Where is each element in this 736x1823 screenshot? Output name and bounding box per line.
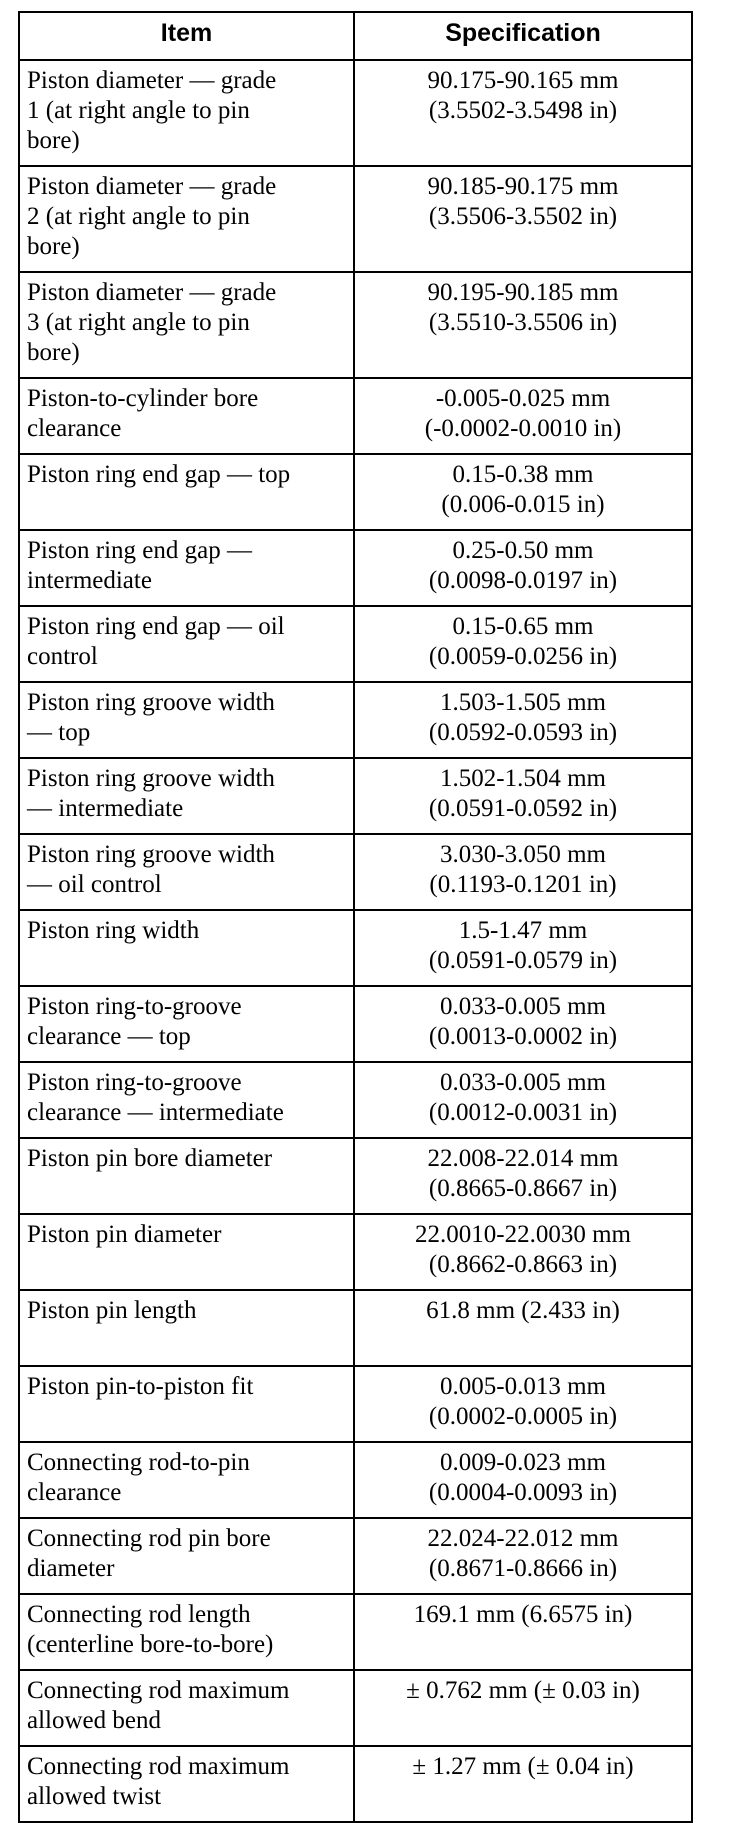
table-row [19, 166, 692, 272]
spec-line: 0.005-0.013 mm [440, 1373, 606, 1400]
item-cell [19, 1366, 354, 1442]
spec-cell [354, 606, 692, 682]
spec-cell [354, 910, 692, 986]
item-line: Piston ring groove width [27, 841, 275, 868]
spec-line: 22.0010-22.0030 mm [415, 1221, 631, 1248]
item-line: clearance [27, 415, 122, 442]
spec-cell [354, 1062, 692, 1138]
spec-cell [354, 454, 692, 530]
item-line: Connecting rod pin bore [27, 1525, 271, 1552]
item-line: (centerline bore-to-bore) [27, 1631, 274, 1658]
spec-line: 0.15-0.38 mm [452, 461, 594, 488]
table-row [19, 1366, 692, 1442]
spec-line: 61.8 mm (2.433 in) [426, 1297, 620, 1324]
spec-line: (0.1193-0.1201 in) [429, 871, 617, 898]
spec-cell [354, 378, 692, 454]
spec-line: 90.175-90.165 mm [427, 67, 619, 94]
item-line: Piston diameter — grade [27, 279, 277, 306]
item-cell [19, 378, 354, 454]
table-row [19, 1214, 692, 1290]
item-line: clearance — intermediate [27, 1099, 284, 1126]
table-body [19, 60, 692, 1822]
spec-cell [354, 1746, 692, 1822]
item-line: Piston-to-cylinder bore [27, 385, 259, 412]
table-row [19, 682, 692, 758]
item-cell [19, 758, 354, 834]
item-line: Piston pin length [27, 1297, 197, 1324]
spec-cell [354, 986, 692, 1062]
spec-line: ± 1.27 mm (± 0.04 in) [412, 1753, 634, 1780]
item-cell [19, 1746, 354, 1822]
table-row [19, 454, 692, 530]
spec-line: (0.0592-0.0593 in) [428, 719, 618, 746]
spec-line: (0.0013-0.0002 in) [428, 1023, 618, 1050]
table-row [19, 1442, 692, 1518]
item-line: Piston pin diameter [27, 1221, 222, 1248]
spec-cell [354, 834, 692, 910]
item-line: 3 (at right angle to pin [27, 309, 250, 336]
item-line: clearance — top [27, 1023, 191, 1050]
item-cell [19, 606, 354, 682]
spec-cell [354, 1138, 692, 1214]
table-row [19, 834, 692, 910]
spec-cell [354, 1594, 692, 1670]
spec-cell [354, 1214, 692, 1290]
table-row [19, 60, 692, 166]
item-line: bore) [27, 339, 80, 366]
spec-cell [354, 1442, 692, 1518]
spec-line: (0.0059-0.0256 in) [428, 643, 618, 670]
item-line: Piston pin bore diameter [27, 1145, 273, 1172]
item-line: Connecting rod-to-pin [27, 1449, 250, 1476]
spec-line: (0.0012-0.0031 in) [428, 1099, 618, 1126]
table-header-row [19, 12, 692, 60]
spec-line: (0.8665-0.8667 in) [428, 1175, 618, 1202]
item-cell [19, 1670, 354, 1746]
item-cell [19, 986, 354, 1062]
spec-line: 22.024-22.012 mm [427, 1525, 619, 1552]
spec-line: (3.5506-3.5502 in) [428, 203, 618, 230]
item-cell [19, 1062, 354, 1138]
spec-line: (0.8671-0.8666 in) [428, 1555, 618, 1582]
header-specification: Specification [354, 12, 692, 60]
item-cell [19, 272, 354, 378]
table-row [19, 378, 692, 454]
item-line: — top [27, 719, 91, 746]
spec-line: 1.5-1.47 mm [458, 917, 588, 944]
spec-line: (3.5510-3.5506 in) [428, 309, 618, 336]
item-line: allowed twist [27, 1783, 162, 1810]
spec-line: 1.502-1.504 mm [440, 765, 606, 792]
spec-line: 0.25-0.50 mm [452, 537, 594, 564]
item-line: 1 (at right angle to pin [27, 97, 250, 124]
item-line: clearance [27, 1479, 122, 1506]
spec-line: 1.503-1.505 mm [440, 689, 606, 716]
item-line: Piston ring-to-groove [27, 1069, 242, 1096]
item-cell [19, 1518, 354, 1594]
table-row [19, 910, 692, 986]
item-cell [19, 910, 354, 986]
item-line: diameter [27, 1555, 115, 1582]
item-line: Piston ring groove width [27, 689, 275, 716]
item-cell [19, 60, 354, 166]
spec-line: (3.5502-3.5498 in) [428, 97, 618, 124]
spec-line: (-0.0002-0.0010 in) [424, 415, 622, 442]
table-row [19, 1062, 692, 1138]
table-row [19, 1518, 692, 1594]
table-row [19, 606, 692, 682]
spec-cell [354, 1366, 692, 1442]
item-line: Connecting rod maximum [27, 1753, 290, 1780]
spec-cell [354, 272, 692, 378]
item-cell [19, 682, 354, 758]
item-line: Connecting rod length [27, 1601, 251, 1628]
spec-line: (0.0004-0.0093 in) [428, 1479, 618, 1506]
item-cell [19, 1138, 354, 1214]
spec-line: 22.008-22.014 mm [427, 1145, 619, 1172]
spec-line: 0.033-0.005 mm [440, 993, 606, 1020]
spec-cell [354, 1518, 692, 1594]
spec-line: 0.033-0.005 mm [440, 1069, 606, 1096]
item-cell [19, 530, 354, 606]
spec-line: 3.030-3.050 mm [440, 841, 606, 868]
item-line: Piston ring end gap — top [27, 461, 291, 488]
table-row [19, 1746, 692, 1822]
item-line: bore) [27, 233, 80, 260]
spec-line: 0.009-0.023 mm [440, 1449, 606, 1476]
item-line: allowed bend [27, 1707, 161, 1734]
spec-cell [354, 758, 692, 834]
item-line: bore) [27, 127, 80, 154]
spec-line: (0.0098-0.0197 in) [428, 567, 618, 594]
item-line: Piston ring-to-groove [27, 993, 242, 1020]
table-row [19, 272, 692, 378]
item-line: — intermediate [27, 795, 184, 822]
item-line: Piston pin-to-piston fit [27, 1373, 254, 1400]
item-line: 2 (at right angle to pin [27, 203, 250, 230]
spec-line: 90.185-90.175 mm [427, 173, 619, 200]
spec-line: (0.0591-0.0579 in) [428, 947, 618, 974]
item-cell [19, 834, 354, 910]
spec-cell [354, 60, 692, 166]
spec-line: (0.006-0.015 in) [441, 491, 605, 518]
spec-line: -0.005-0.025 mm [435, 385, 611, 412]
item-line: Piston diameter — grade [27, 173, 277, 200]
spec-cell [354, 682, 692, 758]
item-cell [19, 1442, 354, 1518]
item-cell [19, 166, 354, 272]
spec-cell [354, 1670, 692, 1746]
specification-table [18, 11, 693, 1823]
item-line: intermediate [27, 567, 152, 594]
item-line: Piston ring groove width [27, 765, 275, 792]
item-cell [19, 1214, 354, 1290]
item-line: control [27, 643, 98, 670]
header-item: Item [19, 12, 354, 60]
spec-line: (0.0591-0.0592 in) [428, 795, 618, 822]
item-line: Connecting rod maximum [27, 1677, 290, 1704]
spec-line: (0.8662-0.8663 in) [428, 1251, 618, 1278]
spec-cell [354, 530, 692, 606]
spec-line: (0.0002-0.0005 in) [428, 1403, 618, 1430]
table-row [19, 1670, 692, 1746]
table-row [19, 986, 692, 1062]
item-line: Piston ring end gap — oil [27, 613, 285, 640]
item-cell [19, 1594, 354, 1670]
item-line: Piston diameter — grade [27, 67, 277, 94]
spec-line: 169.1 mm (6.6575 in) [413, 1601, 633, 1628]
item-cell [19, 1290, 354, 1366]
item-line: Piston ring width [27, 917, 200, 944]
table-row [19, 1594, 692, 1670]
table-row [19, 1138, 692, 1214]
item-cell [19, 454, 354, 530]
spec-cell [354, 166, 692, 272]
spec-line: ± 0.762 mm (± 0.03 in) [406, 1677, 640, 1704]
table-row [19, 758, 692, 834]
table-row [19, 1290, 692, 1366]
spec-line: 90.195-90.185 mm [427, 279, 619, 306]
spec-cell [354, 1290, 692, 1366]
spec-line: 0.15-0.65 mm [452, 613, 594, 640]
item-line: Piston ring end gap — [27, 537, 252, 564]
item-line: — oil control [27, 871, 162, 898]
table-row [19, 530, 692, 606]
